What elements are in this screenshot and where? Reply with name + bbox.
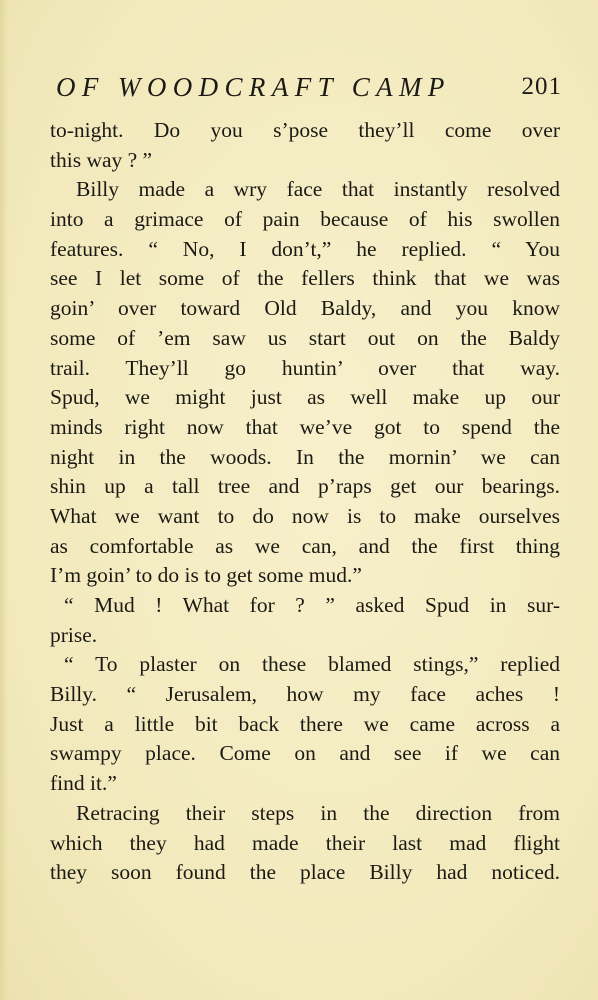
body-text xyxy=(50,116,560,888)
paragraph-start-line: “ To plaster on these blamed stings,” replied xyxy=(64,652,560,677)
page-edge-shadow xyxy=(0,0,8,1000)
text-line: some of ’em saw us start out on the Baldy xyxy=(50,325,560,350)
text-line: find it.” xyxy=(50,771,117,796)
text-line: features. “ No, I don’t,” he replied. “ You xyxy=(50,236,560,261)
text-line: as comfortable as we can, and the first thing xyxy=(50,533,560,558)
text-line: they soon found the place Billy had noticed. xyxy=(50,860,560,885)
text-line: Billy. “ Jerusalem, how my face aches ! xyxy=(50,682,560,707)
paragraph-start-line: Retracing their steps in the direction from xyxy=(76,800,560,825)
text-line: trail. They’ll go huntin’ over that way. xyxy=(50,355,560,380)
text-line: prise. xyxy=(50,622,98,647)
text-line: shin up a tall tree and p’raps get our bearings. xyxy=(50,474,560,499)
page-header xyxy=(56,70,562,104)
text-line: which they had made their last mad flight xyxy=(50,830,560,855)
paragraph-start-line: Billy made a wry face that instantly resolved xyxy=(76,177,560,202)
text-line: minds right now that we’ve got to spend the xyxy=(50,414,560,439)
text-line: night in the woods. In the mornin’ we can xyxy=(50,444,560,469)
text-line: to-night. Do you s’pose they’ll come over xyxy=(50,118,560,142)
text-line: goin’ over toward Old Baldy, and you know xyxy=(50,296,560,321)
running-head: OF WOODCRAFT CAMP xyxy=(56,72,451,102)
text-line: I’m goin’ to do is to get some mud.” xyxy=(50,563,362,588)
text-line: What we want to do now is to make ourselves xyxy=(50,503,560,528)
page-number: 201 xyxy=(521,73,562,100)
text-line: this way ? ” xyxy=(50,147,153,172)
text-line: swampy place. Come on and see if we can xyxy=(50,741,560,766)
text-line: into a grimace of pain because of his swollen xyxy=(50,207,560,232)
text-line: see I let some of the fellers think that we was xyxy=(50,266,560,291)
paragraph-start-line: “ Mud ! What for ? ” asked Spud in sur- xyxy=(64,593,560,617)
text-line: Just a little bit back there we came across a xyxy=(50,711,560,736)
text-line: Spud, we might just as well make up our xyxy=(50,385,560,410)
